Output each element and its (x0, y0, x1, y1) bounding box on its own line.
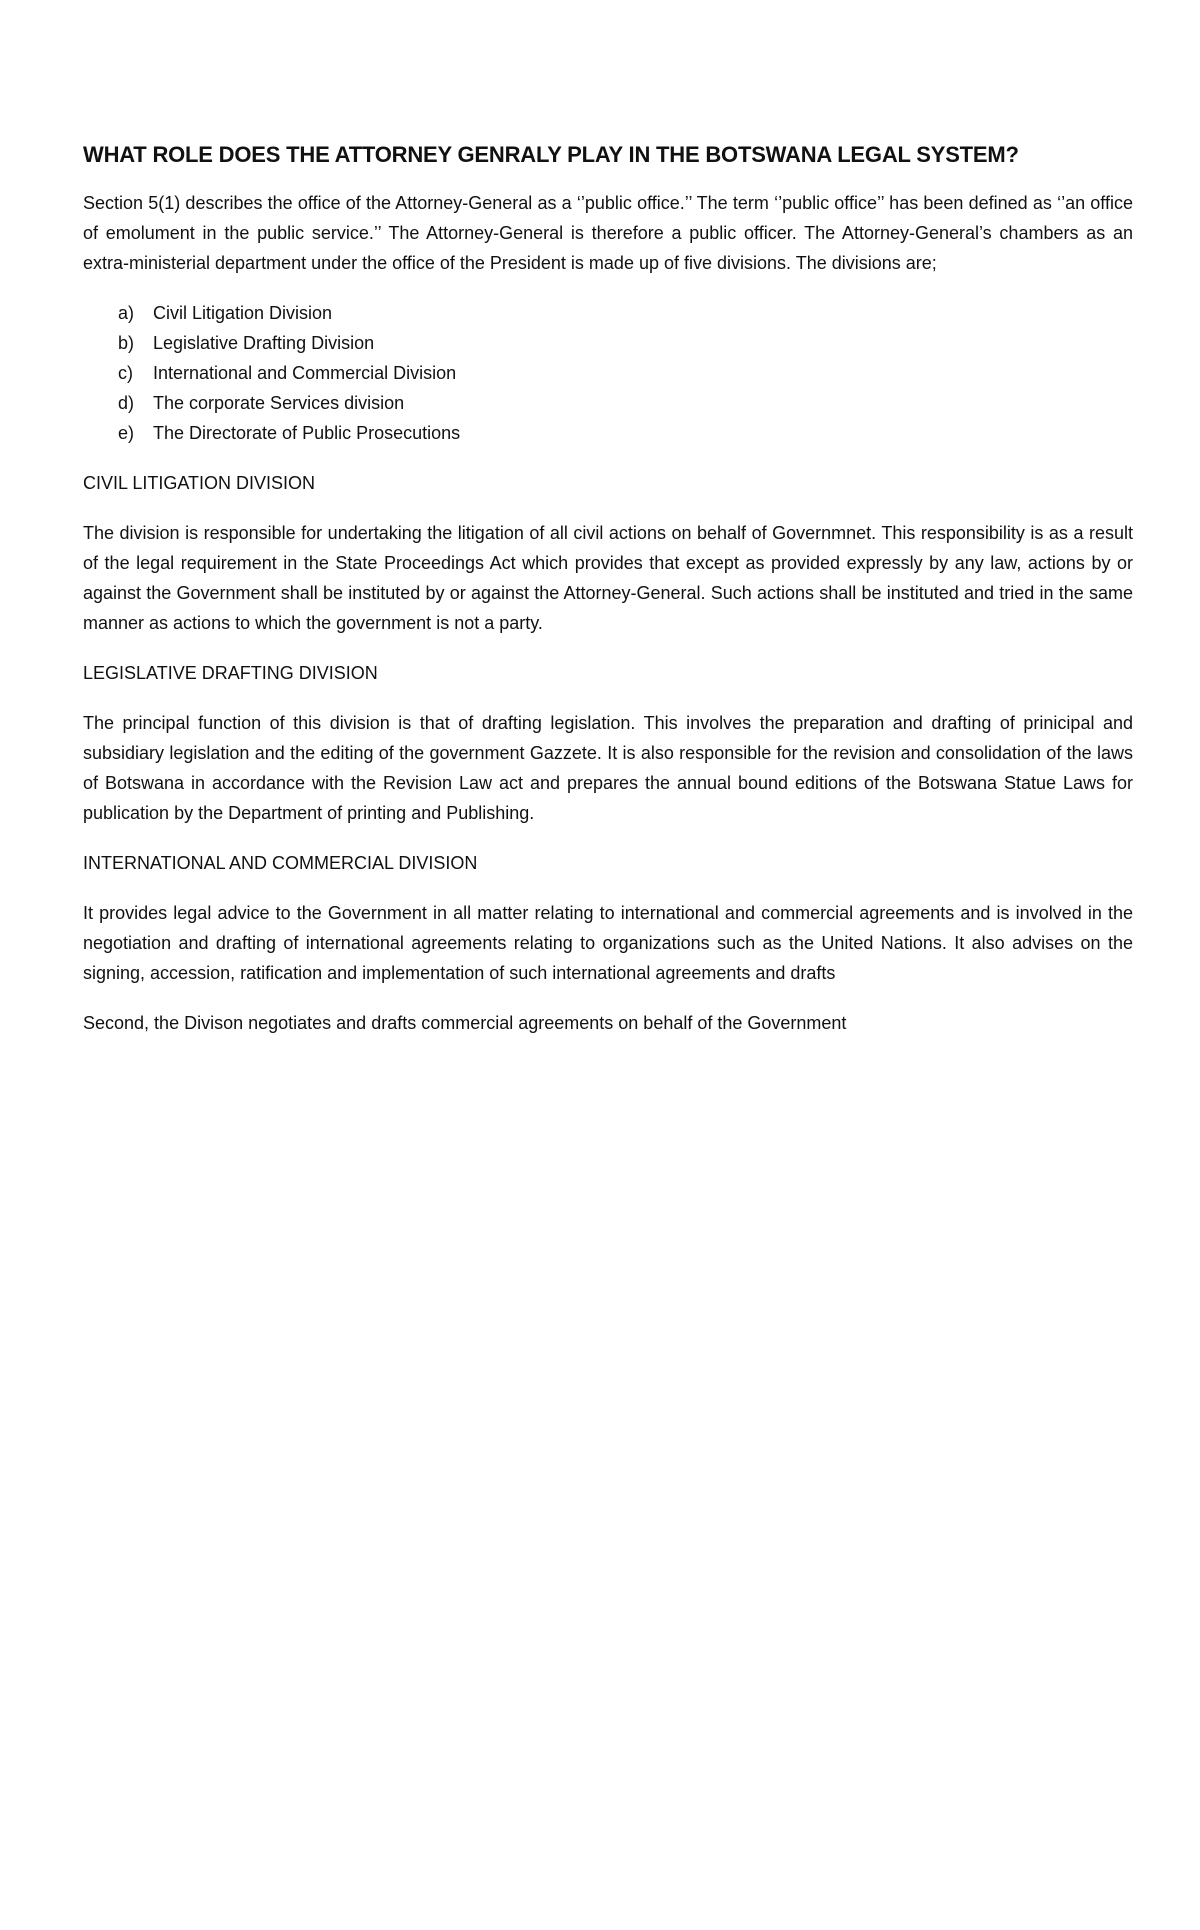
list-item (83, 358, 1133, 388)
list-marker: e) (118, 423, 135, 443)
list-item (83, 298, 1133, 328)
civil-litigation-heading: CIVIL LITIGATION DIVISION (83, 473, 316, 493)
list-item (83, 328, 1133, 358)
list-item-label: Civil Litigation Division (153, 303, 333, 323)
list-marker: c) (118, 363, 133, 383)
document-page (83, 140, 1133, 1058)
international-commercial-second-paragraph: Second, the Divison negotiates and drafts commercial agreements on behalf of the Government (83, 1013, 847, 1033)
list-item-label: International and Commercial Division (153, 363, 457, 383)
list-item-label: Legislative Drafting Division (153, 333, 375, 353)
list-item-label: The Directorate of Public Prosecutions (153, 423, 461, 443)
list-item (83, 418, 1133, 448)
intro-paragraph: Section 5(1) describes the office of the Attorney-General as a ‘’public office.’’ The term ‘’public office’’ has been defined as ‘’an office of emolument in the public service.’’ The Attorney-General is therefore a public officer. The Attorney-General’s chambers as an extra-ministerial department under the office of the President is made up of five divisions. The divisions are; (83, 193, 1133, 273)
list-marker: d) (118, 393, 135, 413)
international-commercial-heading: INTERNATIONAL AND COMMERCIAL DIVISION (83, 853, 478, 873)
list-item (83, 388, 1133, 418)
list-marker: a) (118, 303, 135, 323)
civil-litigation-paragraph: The division is responsible for undertaking the litigation of all civil actions on behalf of Governmnet. This responsibility is as a result of the legal requirement in the State Proceedings Act which provides that except as provided expressly by any law, actions by or against the Government shall be instituted by or against the Attorney-General. Such actions shall be instituted and tried in the same manner as actions to which the government is not a party. (83, 523, 1133, 633)
document-title: WHAT ROLE DOES THE ATTORNEY GENRALY PLAY IN THE BOTSWANA LEGAL SYSTEM? (83, 142, 1019, 167)
international-commercial-paragraph: It provides legal advice to the Government in all matter relating to international and commercial agreements and is involved in the negotiation and drafting of international agreements relating to organizations such as the United Nations. It also advises on the signing, accession, ratification and implementation of such international agreements and drafts (83, 903, 1133, 983)
list-item-label: The corporate Services division (153, 393, 405, 413)
divisions-list (83, 298, 1133, 448)
list-marker: b) (118, 333, 135, 353)
legislative-drafting-heading: LEGISLATIVE DRAFTING DIVISION (83, 663, 378, 683)
legislative-drafting-paragraph: The principal function of this division is that of drafting legislation. This involves the preparation and drafting of prinicipal and subsidiary legislation and the editing of the government Gazzete. It is also responsible for the revision and consolidation of the laws of Botswana in accordance with the Revision Law act and prepares the annual bound editions of the Botswana Statue Laws for publication by the Department of printing and Publishing. (83, 713, 1133, 823)
